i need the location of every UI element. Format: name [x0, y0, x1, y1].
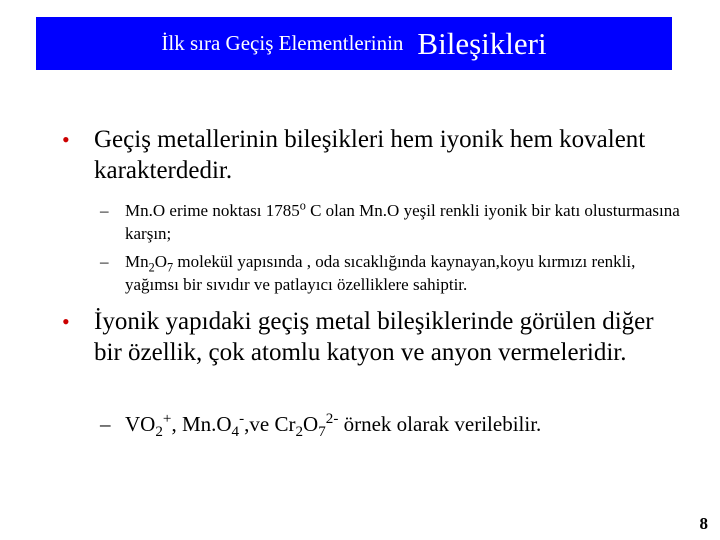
- bullet-item: [62, 306, 672, 368]
- sub-bullet-item: [100, 250, 685, 296]
- bullet-item: [62, 124, 672, 186]
- sub-bullet-text: Mn.O erime noktası 1785$^o$ C olan Mn.O yeşil renkli iyonik bir katı olusturmasına karşın;: [125, 198, 680, 243]
- dash-icon: –: [100, 201, 109, 220]
- sub-bullet-item: [100, 411, 685, 441]
- slide-title-part1: İlk sıra Geçiş Elementlerinin: [161, 31, 404, 55]
- dash-icon: –: [100, 412, 111, 436]
- sub-bullet-text: $VO_2^+$, $Mn.O_4^-,ve$ $Cr_2O_7^{2-}$ örnek olarak verilebilir.: [125, 411, 542, 441]
- slide-title-bar: [36, 17, 672, 70]
- bullet-text: İyonik yapıdaki geçiş metal bileşiklerinde görülen diğer bir özellik, çok atomlu katyon ve anyon vermeleridir.: [94, 308, 654, 366]
- sub-bullet-item: [100, 199, 685, 245]
- page-number: 8: [699, 514, 708, 533]
- dash-icon: –: [100, 252, 109, 271]
- slide-title-part2: Bileşikleri: [417, 25, 547, 61]
- bullet-dot-icon: •: [62, 127, 70, 152]
- bullet-dot-icon: •: [62, 309, 70, 334]
- sub-bullet-text: $Mn_2O_7$ molekül yapısında , oda sıcaklığında kaynayan,koyu kırmızı renkli, yağımsı bir sıvıdır ve patlayıcı özelliklere sahiptir.: [125, 252, 636, 294]
- bullet-text: Geçiş metallerinin bileşikleri hem iyonik hem kovalent karakterdedir.: [94, 126, 646, 184]
